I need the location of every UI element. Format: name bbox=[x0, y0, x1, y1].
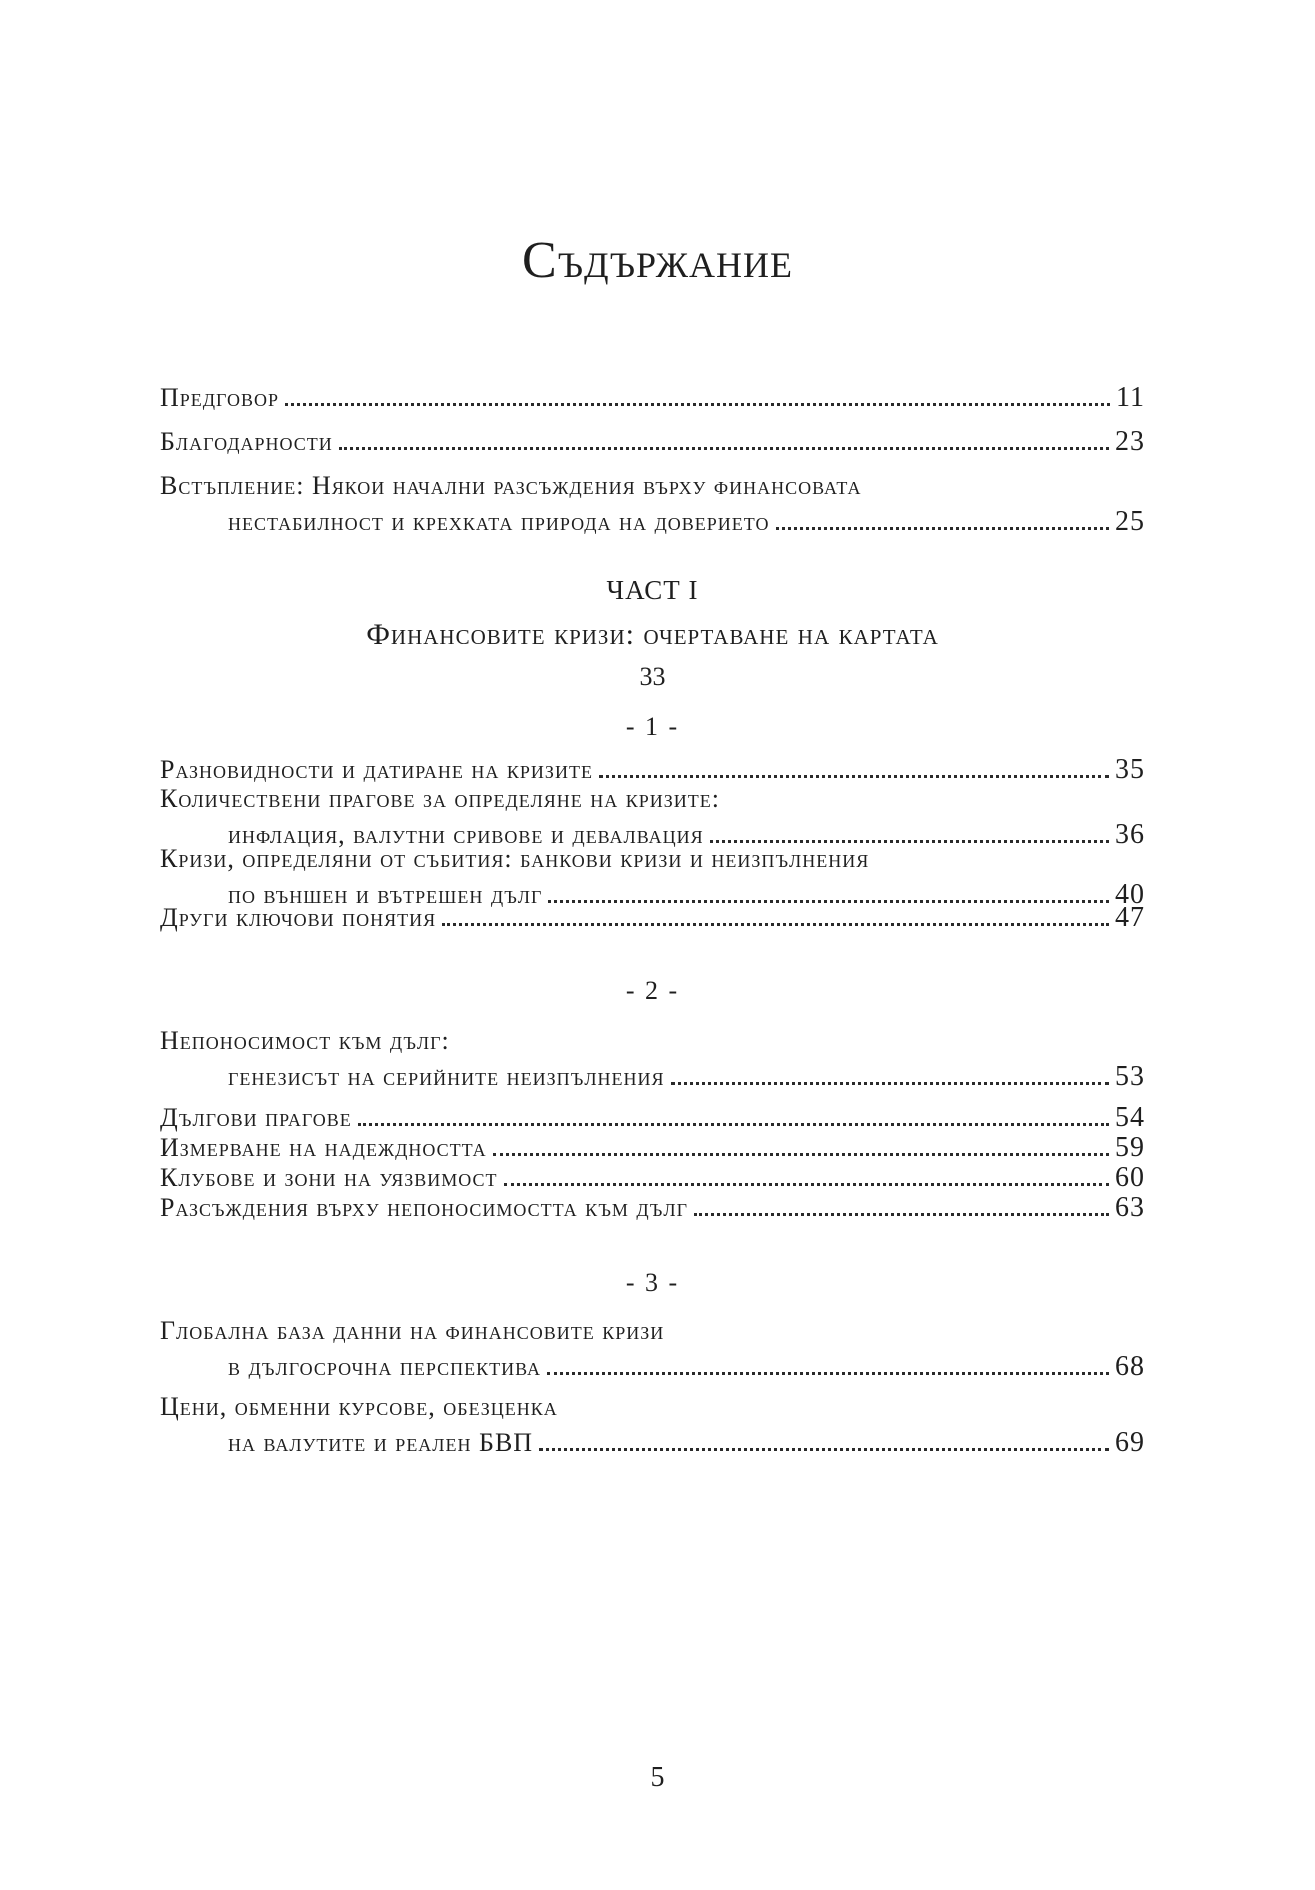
toc-entry-label: Количествени прагове за определяне на кризите: bbox=[160, 784, 721, 813]
dot-leader bbox=[493, 1152, 1109, 1156]
dot-leader bbox=[776, 526, 1109, 530]
dot-leader bbox=[504, 1182, 1110, 1186]
toc-entry-page: 69 bbox=[1115, 1427, 1145, 1458]
dot-leader bbox=[442, 922, 1109, 926]
toc-entry[interactable] bbox=[160, 1190, 1145, 1226]
chapter-number-2: - 2 - bbox=[625, 976, 680, 1005]
toc-entry-page: 40 bbox=[1115, 879, 1145, 910]
toc-entry-label-continued: в дългосрочна перспектива bbox=[228, 1352, 541, 1381]
dot-leader bbox=[547, 1371, 1109, 1375]
toc-entry[interactable] bbox=[160, 1389, 1145, 1461]
toc-entry-page: 23 bbox=[1115, 426, 1145, 457]
toc-entry-label-continued: на валутите и реален БВП bbox=[228, 1428, 534, 1457]
toc-entry-label: Дългови прагове bbox=[160, 1103, 352, 1132]
chapter-number-3: - 3 - bbox=[625, 1268, 680, 1297]
toc-entry-page: 68 bbox=[1115, 1351, 1145, 1382]
toc-entry-label: Встъпление: Някои начални разсъждения върху финансовата bbox=[160, 471, 862, 500]
toc-entry-page: 25 bbox=[1115, 506, 1145, 537]
page-title: Съдържание bbox=[521, 232, 794, 289]
toc-entry-label: Благодарности bbox=[160, 427, 333, 456]
toc-entry-preface[interactable] bbox=[160, 380, 1145, 416]
dot-leader bbox=[539, 1447, 1109, 1451]
toc-entry-label: Разновидности и датиране на кризите bbox=[160, 755, 593, 784]
toc-entry-label: Предговор bbox=[160, 383, 280, 412]
toc-entry-label: Кризи, определяни от събития: банкови кризи и неизпълнения bbox=[160, 844, 870, 873]
part-label: ЧАСТ I bbox=[606, 575, 699, 605]
toc-entry-label: Клубове и зони на уязвимост bbox=[160, 1163, 498, 1192]
chapter-number-1: - 1 - bbox=[625, 712, 680, 741]
dot-leader bbox=[694, 1212, 1109, 1216]
toc-entry-page: 53 bbox=[1115, 1061, 1145, 1092]
toc-entry-label: Непоносимост към дълг: bbox=[160, 1026, 450, 1055]
dot-leader bbox=[339, 446, 1109, 450]
toc-entry-page: 36 bbox=[1115, 819, 1145, 850]
toc-entry-label-continued: нестабилност и крехката природа на доверието bbox=[228, 507, 770, 536]
page-number: 5 bbox=[650, 1762, 665, 1793]
toc-entry-label: Разсъждения върху непоносимостта към дълг bbox=[160, 1193, 689, 1222]
toc-entry-acknowledgements[interactable] bbox=[160, 424, 1145, 460]
toc-entry-page: 47 bbox=[1115, 902, 1145, 933]
toc-entry-introduction[interactable] bbox=[160, 468, 1145, 540]
toc-entry[interactable] bbox=[160, 900, 1145, 936]
toc-entry-page: 59 bbox=[1115, 1132, 1145, 1163]
dot-leader bbox=[285, 402, 1110, 406]
toc-entry-page: 60 bbox=[1115, 1162, 1145, 1193]
toc-entry[interactable] bbox=[160, 1023, 1145, 1095]
toc-entry-label-continued: по външен и вътрешен дълг bbox=[228, 880, 543, 909]
toc-entry-label: Измерване на надеждността bbox=[160, 1133, 487, 1162]
toc-entry-label: Глобална база данни на финансовите кризи bbox=[160, 1316, 665, 1345]
toc-entry-label-continued: инфлация, валутни сривове и девалвация bbox=[228, 820, 704, 849]
toc-entry-page: 35 bbox=[1115, 754, 1145, 785]
part-page: 33 bbox=[639, 662, 666, 691]
toc-entry[interactable] bbox=[160, 1313, 1145, 1385]
toc-entry-label-continued: генезисът на серийните неизпълнения bbox=[228, 1062, 665, 1091]
dot-leader bbox=[599, 774, 1109, 778]
dot-leader bbox=[358, 1122, 1109, 1126]
toc-entry-page: 54 bbox=[1115, 1102, 1145, 1133]
toc-entry-page: 11 bbox=[1116, 382, 1145, 413]
part-title[interactable]: Финансовите кризи: очертаване на картата bbox=[366, 618, 939, 651]
toc-entry-label: Цени, обменни курсове, обезценка bbox=[160, 1392, 558, 1421]
toc-entry-page: 63 bbox=[1115, 1192, 1145, 1223]
dot-leader bbox=[671, 1081, 1109, 1085]
toc-entry-label: Други ключови понятия bbox=[160, 903, 437, 932]
